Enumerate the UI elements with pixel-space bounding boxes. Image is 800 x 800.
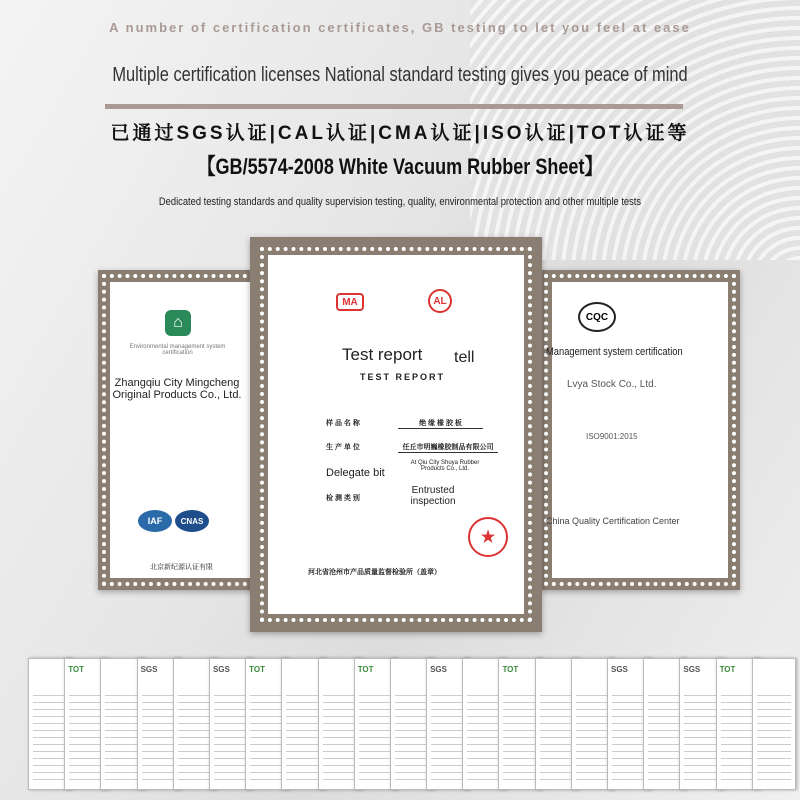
certificate-thumbnail[interactable] — [752, 658, 796, 790]
company-name: Zhangqiu City Mingcheng Original Products Co., Ltd. — [112, 377, 242, 401]
report-title-extra: tell — [454, 349, 475, 366]
cert-title: Environmental management system certification — [129, 344, 226, 356]
thumbnail-content — [503, 689, 537, 781]
thumbnail-content — [648, 689, 682, 781]
thumbnail-logo: SGS — [140, 665, 158, 674]
company-name: Lvya Stock Co., Ltd. — [567, 379, 657, 390]
subtitle: A number of certification certificates, GB testing to let you feel at ease — [109, 20, 691, 35]
row-value: 任丘市明巍橡胶制品有限公司 — [398, 442, 498, 453]
thumbnail-logo: TOT — [68, 665, 85, 674]
report-title: Test report — [342, 345, 423, 364]
cal-logo: AL — [428, 289, 452, 313]
thumbnail-content — [359, 689, 393, 781]
iaf-logo: IAF — [138, 510, 172, 532]
thumbnail-content — [431, 689, 465, 781]
thumbnail-content — [105, 689, 139, 781]
thumbnail-content — [178, 689, 212, 781]
thumbnail-content — [323, 689, 357, 781]
thumbnail-content — [395, 689, 429, 781]
thumbnail-logo: SGS — [212, 665, 230, 674]
thumbnail-logo: TOT — [502, 665, 519, 674]
issuer: 北京新纪源认证有限 — [150, 564, 213, 571]
row-value: At Qiu City Shuya Rubber Products Co., Ltd. — [410, 460, 480, 472]
row-label: 样 品 名 称 — [326, 420, 360, 427]
test-report-certificate — [250, 237, 542, 632]
cnas-logo: CNAS — [175, 510, 209, 532]
thumbnail-logo: SGS — [683, 665, 701, 674]
description: Dedicated testing standards and quality supervision testing, quality, environmental protection and other multiple tests — [158, 196, 642, 208]
certificate-thumbnails — [28, 658, 788, 790]
thumbnail-logo: SGS — [430, 665, 447, 674]
thumbnail-content — [757, 689, 791, 781]
certifications-cn: 已通过SGS认证|CAL认证|CMA认证|ISO认证|TOT认证等 — [110, 123, 690, 144]
standard: ISO9001:2015 — [586, 432, 638, 441]
thumbnail-logo: TOT — [719, 665, 736, 674]
thumbnail-content — [33, 689, 67, 781]
thumbnail-content — [286, 689, 320, 781]
headline: Multiple certification licenses National standard testing gives you peace of mind — [112, 64, 688, 86]
cma-logo: MA — [336, 293, 364, 311]
row-label: 生 产 单 位 — [326, 444, 360, 451]
thumbnail-content — [69, 689, 103, 781]
thumbnail-content — [612, 689, 646, 781]
red-seal-icon: ★ — [468, 517, 508, 557]
house-logo-icon: ⌂ — [165, 310, 191, 336]
row-value: 绝 缘 橡 胶 板 — [398, 418, 483, 429]
thumbnail-content — [214, 689, 248, 781]
issuer: 河北省沧州市产品质量监督检验所（盖章） — [308, 569, 441, 576]
thumbnail-content — [684, 689, 718, 781]
divider — [105, 104, 683, 109]
cert-title: Management system certification — [546, 346, 683, 358]
report-title-en: TEST REPORT — [360, 372, 446, 382]
cqc-certificate — [540, 270, 740, 590]
thumbnail-logo: TOT — [249, 665, 265, 674]
row-label: Delegate bit — [326, 467, 385, 479]
thumbnail-logo: TOT — [357, 665, 374, 674]
cqc-logo: CQC — [578, 302, 616, 332]
thumbnail-logo: SGS — [611, 665, 628, 674]
product-title: 【GB/5574-2008 White Vacuum Rubber Sheet】 — [197, 154, 603, 179]
thumbnail-content — [721, 689, 755, 781]
thumbnail-content — [467, 689, 501, 781]
thumbnail-content — [250, 689, 284, 781]
thumbnail-content — [540, 689, 574, 781]
row-value: Entrusted inspection — [410, 485, 456, 507]
row-label: 检 测 类 别 — [326, 495, 360, 502]
thumbnail-content — [142, 689, 176, 781]
issuer: China Quality Certification Center — [546, 516, 680, 526]
thumbnail-content — [576, 689, 610, 781]
